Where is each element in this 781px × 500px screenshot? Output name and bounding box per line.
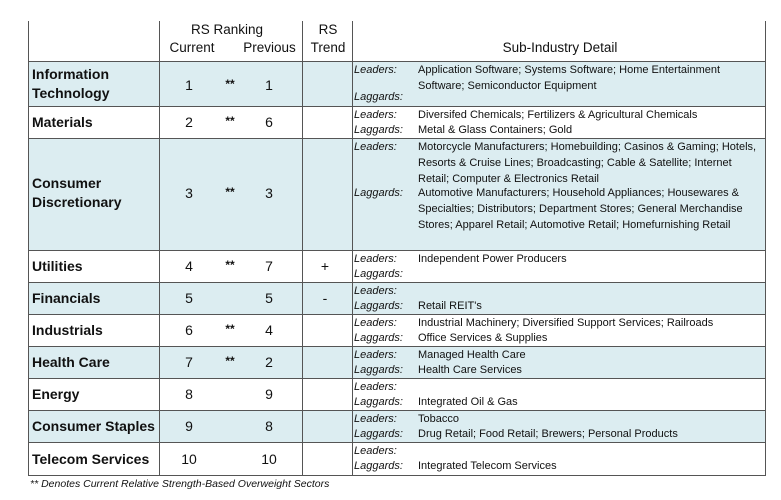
divider [29, 346, 765, 347]
leaders-detail: Motorcycle Manufacturers; Homebuilding; Casinos & Gaming; Hotels, Resorts & Cruise Lines; Broadcasting; Cable & Satellite; Internet Retail; Computer & Electronics Retail [418, 141, 757, 185]
sector-name: Financials [32, 289, 101, 306]
current-rank: 4 [185, 257, 193, 274]
leaders-label: Leaders: [354, 285, 397, 297]
current-rank: 9 [185, 417, 193, 434]
table-row [29, 61, 765, 106]
laggards-label: Laggards: [354, 460, 403, 472]
divider [352, 21, 353, 475]
current-rank: 5 [185, 289, 193, 306]
divider [159, 21, 160, 475]
laggards-detail: Drug Retail; Food Retail; Brewers; Personal Products [418, 428, 678, 440]
divider [29, 106, 765, 107]
footnote: ** Denotes Current Relative Strength-Based Overweight Sectors [30, 478, 330, 490]
previous-rank: 7 [265, 257, 273, 274]
leaders-detail: Application Software; Systems Software; Home Entertainment Software; Semiconductor Equipment [418, 64, 721, 92]
overweight-marker: ** [225, 321, 235, 336]
table-row [29, 250, 765, 282]
laggards-label: Laggards: [354, 428, 403, 440]
current-rank: 3 [185, 185, 193, 201]
laggards-label: Laggards: [354, 300, 403, 312]
table-row [29, 106, 765, 138]
overweight-marker: ** [225, 185, 235, 199]
laggards-label: Laggards: [354, 91, 403, 103]
sector-name: Consumer Staples [32, 417, 155, 434]
rs-ranking-header: RS Ranking [190, 22, 264, 37]
divider [29, 410, 765, 411]
rs-trend: + [320, 257, 330, 274]
previous-rank: 4 [265, 321, 273, 338]
sector-name: Consumer Discretionary [32, 175, 122, 210]
current-rank: 7 [185, 353, 193, 370]
table-row [29, 410, 765, 442]
sector-name: Health Care [32, 353, 110, 370]
laggards-label: Laggards: [354, 396, 403, 408]
laggards-detail: Health Care Services [418, 364, 522, 376]
sector-rankings-table [28, 21, 766, 476]
current-rank: 6 [185, 321, 193, 338]
leaders-detail: Managed Health Care [418, 349, 526, 361]
laggards-detail: Office Services & Supplies [418, 332, 548, 344]
rs-header: RS [318, 22, 338, 37]
leaders-label: Leaders: [354, 64, 397, 76]
leaders-label: Leaders: [354, 141, 397, 153]
laggards-label: Laggards: [354, 268, 403, 280]
current-rank: 10 [181, 450, 197, 467]
sector-name: Industrials [32, 321, 103, 338]
divider [29, 314, 765, 315]
leaders-detail: Diversifed Chemicals; Fertilizers & Agricultural Chemicals [418, 109, 698, 121]
table-row [29, 442, 765, 476]
divider [29, 138, 765, 139]
previous-rank: 6 [265, 113, 273, 130]
current-rank: 2 [185, 113, 193, 130]
overweight-marker: ** [225, 257, 235, 272]
current-rank: 8 [185, 385, 193, 402]
current-header: Current [169, 40, 215, 55]
divider [29, 442, 765, 443]
leaders-label: Leaders: [354, 381, 397, 393]
sector-name: Materials [32, 113, 93, 130]
laggards-label: Laggards: [354, 124, 403, 136]
table-row [29, 346, 765, 378]
leaders-detail: Industrial Machinery; Diversified Support Services; Railroads [418, 317, 714, 329]
divider [29, 250, 765, 251]
laggards-detail: Metal & Glass Containers; Gold [418, 124, 573, 136]
current-rank: 1 [185, 77, 193, 93]
table-row [29, 314, 765, 346]
previous-rank: 2 [265, 353, 273, 370]
divider [29, 282, 765, 283]
previous-rank: 1 [265, 77, 273, 93]
leaders-label: Leaders: [354, 349, 397, 361]
leaders-label: Leaders: [354, 109, 397, 121]
previous-header: Previous [243, 40, 296, 55]
laggards-detail: Automotive Manufacturers; Household Appliances; Housewares & Specialties; Distributors; Department Stores; General Merchandise Stores; Apparel Retail; Automotive Retail; Homefurnishing Retail [418, 187, 743, 231]
overweight-marker: ** [225, 113, 235, 128]
sector-name: Telecom Services [32, 450, 150, 467]
previous-rank: 9 [265, 385, 273, 402]
divider [29, 378, 765, 379]
sector-name: Utilities [32, 257, 83, 274]
laggards-label: Laggards: [354, 364, 403, 376]
laggards-detail: Integrated Telecom Services [418, 460, 557, 472]
sub-industry-detail-header: Sub-Industry Detail [502, 40, 618, 55]
laggards-label: Laggards: [354, 187, 403, 199]
divider [29, 61, 765, 62]
leaders-label: Leaders: [354, 413, 397, 425]
leaders-detail: Tobacco [418, 413, 459, 425]
rs-trend: - [322, 289, 328, 306]
previous-rank: 5 [265, 289, 273, 306]
table-row [29, 378, 765, 410]
sector-name: Information Technology [32, 66, 110, 101]
table-row [29, 138, 765, 250]
overweight-marker: ** [225, 77, 235, 91]
sector-name: Energy [32, 385, 80, 402]
laggards-detail: Integrated Oil & Gas [418, 396, 518, 408]
previous-rank: 8 [265, 417, 273, 434]
laggards-detail: Retail REIT's [418, 300, 482, 312]
trend-header: Trend [310, 40, 346, 55]
leaders-label: Leaders: [354, 317, 397, 329]
previous-rank: 3 [265, 185, 273, 201]
table-row [29, 282, 765, 314]
leaders-label: Leaders: [354, 445, 397, 457]
previous-rank: 10 [261, 450, 277, 467]
leaders-label: Leaders: [354, 253, 397, 265]
leaders-detail: Independent Power Producers [418, 253, 567, 265]
overweight-marker: ** [225, 353, 235, 368]
divider [302, 21, 303, 475]
laggards-label: Laggards: [354, 332, 403, 344]
